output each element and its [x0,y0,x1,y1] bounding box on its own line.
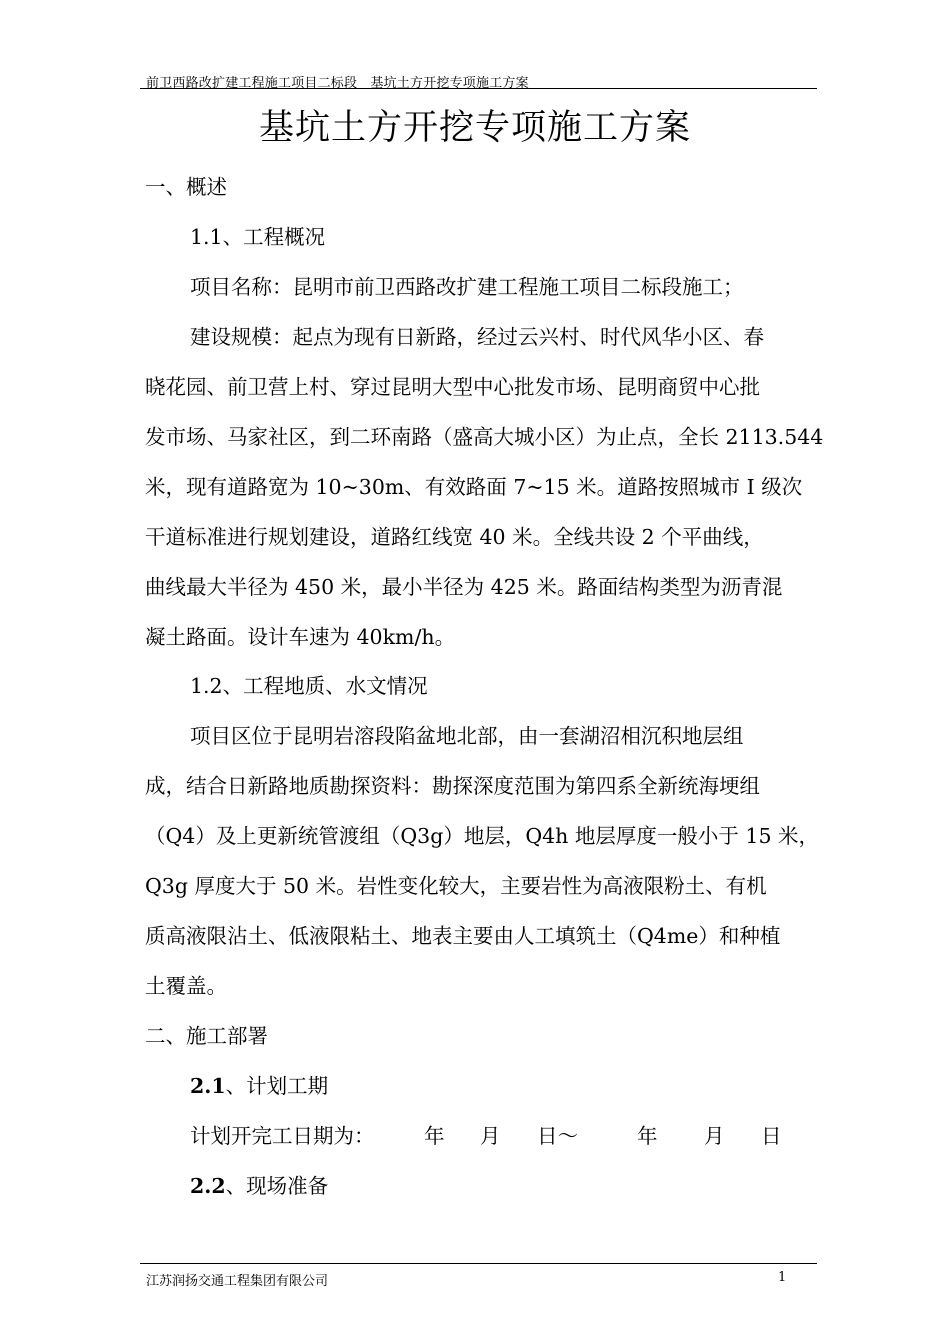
footer-divider [140,1263,817,1264]
paragraph-line: 米，现有道路宽为 10~30m、有效路面 7~15 米。道路按照城市 I 级次 [145,475,803,499]
header-divider [140,88,817,89]
date-day-start: 日～ [537,1124,578,1148]
section-heading-1: 一、概述 [145,175,227,199]
subsection-heading-1-1: 1.1、工程概况 [190,225,326,249]
date-label: 计划开完工日期为： [190,1124,375,1148]
schedule-date-row [0,1121,950,1151]
paragraph-line: 项目区位于昆明岩溶段陷盆地北部，由一套湖沼相沉积地层组 [190,724,744,748]
date-month-end: 月 [704,1124,725,1148]
date-day-end: 日 [761,1124,782,1148]
paragraph-line: （Q4）及上更新统管渡组（Q3g）地层，Q4h 地层厚度一般小于 15 米， [145,824,820,848]
paragraph-line: 质高液限沾土、低液限粘土、地表主要由人工填筑土（Q4me）和种植 [145,924,781,948]
subsection-title: 、现场准备 [225,1174,329,1198]
project-name-line: 项目名称：昆明市前卫西路改扩建工程施工项目二标段施工； [190,275,744,299]
paragraph-line: 凝土路面。设计车速为 40km/h。 [145,625,456,649]
date-year-end: 年 [637,1124,658,1148]
paragraph-line: 土覆盖。 [145,974,227,998]
date-year-start: 年 [424,1124,445,1148]
paragraph-line: 干道标准进行规划建设，道路红线宽 40 米。全线共设 2 个平曲线， [145,525,764,549]
paragraph-line: Q3g 厚度大于 50 米。岩性变化较大，主要岩性为高液限粉土、有机 [145,874,767,898]
paragraph-line: 发市场、马家社区，到二环南路（盛高大城小区）为止点，全长 2113.544 [145,425,824,449]
subsection-heading-1-2: 1.2、工程地质、水文情况 [190,674,428,698]
subsection-number: 2.1 [190,1074,226,1098]
running-header: 前卫西路改扩建工程施工项目二标段 基坑土方开挖专项施工方案 [146,76,529,91]
paragraph-line: 建设规模：起点为现有日新路，经过云兴村、时代风华小区、春 [190,325,764,349]
subsection-title: 、计划工期 [225,1074,329,1098]
date-month-start: 月 [480,1124,501,1148]
page-number: 1 [778,1270,787,1285]
paragraph-line: 晓花园、前卫营上村、穿过昆明大型中心批发市场、昆明商贸中心批 [145,375,760,399]
subsection-heading-2-2 [190,1171,328,1201]
document-title: 基坑土方开挖专项施工方案 [258,108,691,148]
section-heading-2: 二、施工部署 [145,1024,268,1048]
subsection-heading-2-1 [190,1071,328,1101]
paragraph-line: 曲线最大半径为 450 米，最小半径为 425 米。路面结构类型为沥青混 [145,575,783,599]
footer-company: 江苏润扬交通工程集团有限公司 [146,1274,329,1289]
paragraph-line: 成，结合日新路地质勘探资料：勘探深度范围为第四系全新统海埂组 [145,774,760,798]
subsection-number: 2.2 [190,1174,226,1198]
